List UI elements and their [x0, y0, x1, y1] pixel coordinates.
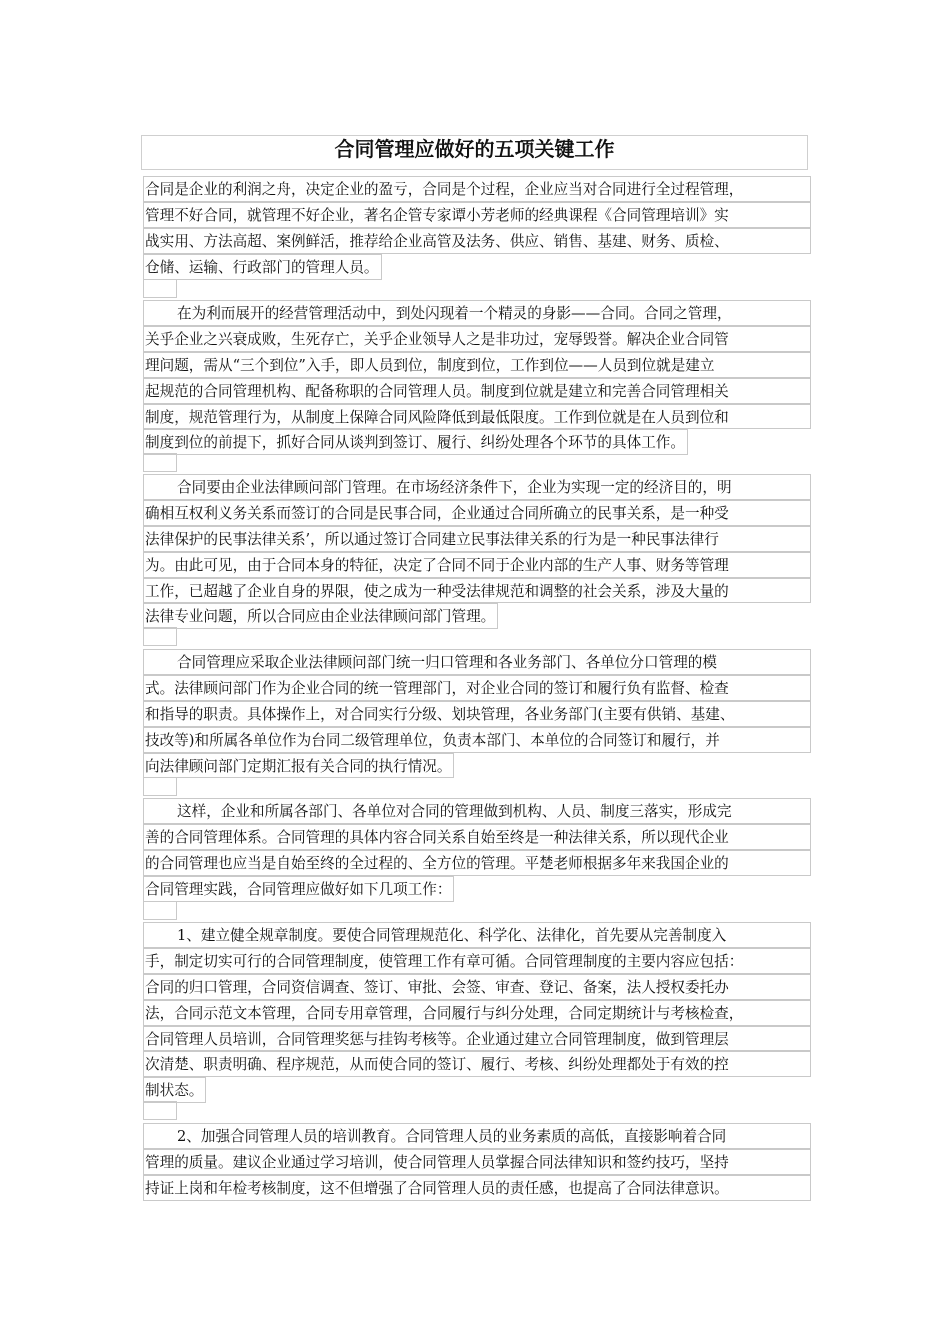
text-line: 合同管理应采取企业法律顾问部门统一归口管理和各业务部门、各单位分口管理的模 — [143, 649, 811, 675]
text-line: 这样，企业和所属各部门、各单位对合同的管理做到机构、人员、制度三落实，形成完 — [143, 798, 811, 824]
text-line: 法律保护的民事法律关系’，所以通过签订合同建立民事法律关系的行为是一种民事法律行 — [143, 526, 811, 552]
text-line: 战实用、方法高超、案例鲜活，推荐给企业高管及法务、供应、销售、基建、财务、质检、 — [143, 228, 811, 254]
text-line: 理问题，需从“三个到位”入手，即人员到位，制度到位，工作到位——人员到位就是建立 — [143, 352, 811, 378]
text-line: 式。法律顾问部门作为企业合同的统一管理部门，对企业合同的签订和履行负有监督、检查 — [143, 675, 811, 701]
empty-paragraph-box — [143, 627, 177, 646]
text-line: 手，制定切实可行的合同管理制度，使管理工作有章可循。合同管理制度的主要内容应包括： — [143, 948, 811, 974]
text-line: 工作，已超越了企业自身的界限，使之成为一种受法律规范和调整的社会关系，涉及大量的 — [143, 578, 811, 604]
text-line: 1、建立健全规章制度。要使合同管理规范化、科学化、法律化，首先要从完善制度入 — [143, 922, 811, 948]
text-line: 管理的质量。建议企业通过学习培训，使合同管理人员掌握合同法律知识和签约技巧，坚持 — [143, 1149, 811, 1175]
paragraph-2 — [143, 300, 811, 464]
empty-paragraph-box — [143, 453, 177, 472]
text-line: 向法律顾问部门定期汇报有关合同的执行情况。 — [143, 753, 454, 779]
text-line: 起规范的合同管理机构、配备称职的合同管理人员。制度到位就是建立和完善合同管理相关 — [143, 378, 811, 404]
empty-paragraph-box — [143, 1101, 177, 1120]
text-line: 合同管理实践，合同管理应做好如下几项工作： — [143, 876, 454, 902]
text-line: 法律专业问题，所以合同应由企业法律顾问部门管理。 — [143, 603, 498, 629]
text-line: 在为利而展开的经营管理活动中，到处闪现着一个精灵的身影——合同。合同之管理， — [143, 300, 811, 326]
text-line: 仓储、运输、行政部门的管理人员。 — [143, 254, 382, 280]
text-line: 和指导的职责。具体操作上，对合同实行分级、划块管理，各业务部门(主要有供销、基建、 — [143, 701, 811, 727]
text-line: 持证上岗和年检考核制度，这不但增强了合同管理人员的责任感，也提高了合同法律意识。 — [143, 1175, 811, 1201]
text-line: 制度到位的前提下，抓好合同从谈判到签订、履行、纠纷处理各个环节的具体工作。 — [143, 429, 688, 455]
text-line: 制度，规范管理行为，从制度上保障合同风险降低到最低限度。工作到位就是在人员到位和 — [143, 404, 811, 430]
text-line: 的合同管理也应当是自始至终的全过程的、全方位的管理。平楚老师根据多年来我国企业的 — [143, 850, 811, 876]
paragraph-3 — [143, 474, 811, 638]
paragraph-5 — [143, 798, 811, 910]
text-line: 合同是企业的利润之舟，决定企业的盈亏，合同是个过程，企业应当对合同进行全过程管理， — [143, 176, 811, 202]
empty-paragraph-box — [143, 777, 177, 796]
text-line: 为。由此可见，由于合同本身的特征，决定了合同不同于企业内部的生产人事、财务等管理 — [143, 552, 811, 578]
text-line: 次清楚、职责明确、程序规范，从而使合同的签订、履行、考核、纠纷处理都处于有效的控 — [143, 1051, 811, 1077]
paragraph-7 — [143, 1123, 811, 1201]
text-line: 2、加强合同管理人员的培训教育。合同管理人员的业务素质的高低，直接影响着合同 — [143, 1123, 811, 1149]
text-line: 制状态。 — [143, 1077, 206, 1103]
text-line: 善的合同管理体系。合同管理的具体内容合同关系自始至终是一种法律关系，所以现代企业 — [143, 824, 811, 850]
text-line: 合同管理人员培训，合同管理奖惩与挂钩考核等。企业通过建立合同管理制度，做到管理层 — [143, 1026, 811, 1052]
document-title: 合同管理应做好的五项关键工作 — [334, 137, 615, 161]
text-line: 合同要由企业法律顾问部门管理。在市场经济条件下，企业为实现一定的经济目的，明 — [143, 474, 811, 500]
text-line: 法，合同示范文本管理，合同专用章管理，合同履行与纠分处理，合同定期统计与考核检查， — [143, 1000, 811, 1026]
paragraph-1 — [143, 176, 811, 288]
empty-paragraph-box — [143, 901, 177, 920]
text-line: 技改等)和所属各单位作为台同二级管理单位，负责本部门、本单位的合同签订和履行，并 — [143, 727, 811, 753]
paragraph-6 — [143, 922, 811, 1112]
paragraph-4 — [143, 649, 811, 787]
text-line: 确相互权利义务关系而签订的合同是民事合同，企业通过合同所确立的民事关系，是一种受 — [143, 500, 811, 526]
text-line: 管理不好合同，就管理不好企业，著名企管专家谭小芳老师的经典课程《合同管理培训》实 — [143, 202, 811, 228]
text-line: 关乎企业之兴衰成败，生死存亡，关乎企业领导人之是非功过，宠辱毁誉。解决企业合同管 — [143, 326, 811, 352]
empty-paragraph-box — [143, 279, 177, 298]
text-line: 合同的归口管理，合同资信调查、签订、审批、会签、审查、登记、备案，法人授权委托办 — [143, 974, 811, 1000]
